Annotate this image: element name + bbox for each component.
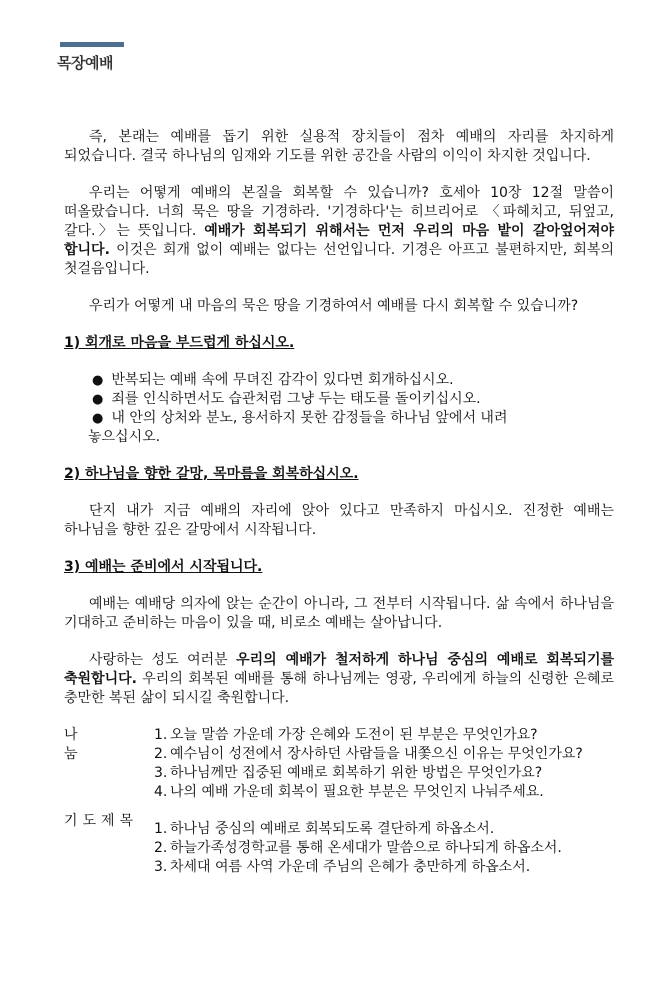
prayer-section: [64, 812, 614, 877]
paragraph-6-emphasis: 우리의 예배가 철저하게 하나님 중심의 예배로 회복되기를 축원합니다.: [64, 652, 614, 687]
list-item: [154, 839, 614, 858]
paragraph-1: 즉, 본래는 예배를 돕기 위한 실용적 장치들이 점차 예배의 자리를 차지하게 되었습니다. 결국 하나님의 임재와 기도를 위한 공간을 사람의 이익이 차지한 것입니다.: [64, 129, 614, 164]
paragraph-6-text-a: 사랑하는 성도 여러분: [89, 652, 237, 668]
item-text: 차세대 여름 사역 가운데 주님의 은혜가 충만하게 하옵소서.: [170, 859, 531, 875]
list-item: [154, 858, 614, 877]
item-number: 4.: [154, 784, 168, 800]
prayer-label: 기도제목: [64, 813, 139, 829]
item-text: 하늘가족성경학교를 통해 온세대가 말씀으로 하나되게 하옵소서.: [170, 840, 562, 856]
repentance-list: [64, 371, 614, 428]
paragraph-2: [64, 184, 614, 279]
item-text: 오늘 말씀 가운데 가장 은혜와 도전이 된 부분은 무엇인가요?: [170, 727, 538, 743]
item-number: 3.: [154, 859, 168, 875]
header-accent-bar: [60, 42, 124, 47]
heading-3: 3) 예배는 준비에서 시작됩니다.: [64, 559, 263, 575]
item-text: 하나님께만 집중된 예배로 회복하기 위한 방법은 무엇인가요?: [170, 765, 543, 781]
item-number: 2.: [154, 746, 168, 762]
list-item: [154, 820, 614, 839]
paragraph-2-text-a: 우리는 어떻게 예배의 본질을 회복할 수 있습니까? 호세아 10장 12절 말씀이 떠올랐습니다. 너희 묵은 땅을 기경하라. '기경하다'는 히브리어로 〈파헤치고, 뒤엎고, 갈다.〉는 뜻입니다.: [64, 185, 614, 239]
paragraph-5: 예배는 예배당 의자에 앉는 순간이 아니라, 그 전부터 시작됩니다. 삶 속에서 하나님을 기대하고 준비하는 마음이 있을 때, 비로소 예배는 살아납니다.: [64, 596, 614, 631]
paragraph-3: 우리가 어떻게 내 마음의 묵은 땅을 기경하여서 예배를 다시 회복할 수 있습니까?: [89, 298, 579, 314]
item-number: 2.: [154, 840, 168, 856]
list-item: ● 내 안의 상처와 분노, 용서하지 못한 감정들을 하나님 앞에서 내려: [92, 409, 614, 428]
item-number: 3.: [154, 765, 168, 781]
item-text: 나의 예배 가운데 회복이 필요한 부분은 무엇인지 나눠주세요.: [170, 784, 544, 800]
item-text: 예수님이 성전에서 장사하던 사람들을 내쫓으신 이유는 무엇인가요?: [170, 746, 583, 762]
prayer-requests: [154, 820, 614, 877]
page-title: 목장예배: [57, 54, 113, 72]
paragraph-6-text-c: 우리의 회복된 예배를 통해 하나님께는 영광, 우리에게 하늘의 신령한 은혜로 충만한 복된 삶이 되시길 축원합니다.: [64, 671, 614, 706]
list-item: [154, 726, 614, 745]
sharing-label: 나 눔: [64, 727, 110, 762]
sharing-questions: [154, 726, 614, 802]
sharing-section: [64, 726, 614, 802]
list-item: [154, 745, 614, 764]
list-item: [154, 783, 614, 802]
item-number: 1.: [154, 821, 168, 837]
paragraph-2-emphasis: 예배가 회복되기 위해서는 먼저 우리의 마음 밭이 갈아엎어져야 합니다.: [64, 223, 615, 258]
heading-1: 1) 회개로 마음을 부드럽게 하십시오.: [64, 335, 295, 351]
heading-2: 2) 하나님을 향한 갈망, 목마름을 회복하십시오.: [64, 466, 359, 482]
list-item: ● 반복되는 예배 속에 무뎌진 감각이 있다면 회개하십시오.: [92, 371, 614, 390]
sermon-content: [64, 128, 614, 877]
item-text: 하나님 중심의 예배로 회복되도록 결단하게 하옵소서.: [170, 821, 495, 837]
list-item-continuation: 놓으십시오.: [88, 429, 161, 445]
list-item: ● 죄를 인식하면서도 습관처럼 그냥 두는 태도를 돌이키십시오.: [92, 390, 614, 409]
paragraph-2-text-c: 이것은 회개 없이 예배는 없다는 선언입니다. 기경은 아프고 불편하지만, 회복의 첫걸음입니다.: [64, 242, 614, 277]
paragraph-4: 단지 내가 지금 예배의 자리에 앉아 있다고 만족하지 마십시오. 진정한 예배는 하나님을 향한 깊은 갈망에서 시작됩니다.: [64, 503, 614, 538]
paragraph-6: [64, 651, 614, 708]
item-number: 1.: [154, 727, 168, 743]
list-item: [154, 764, 614, 783]
